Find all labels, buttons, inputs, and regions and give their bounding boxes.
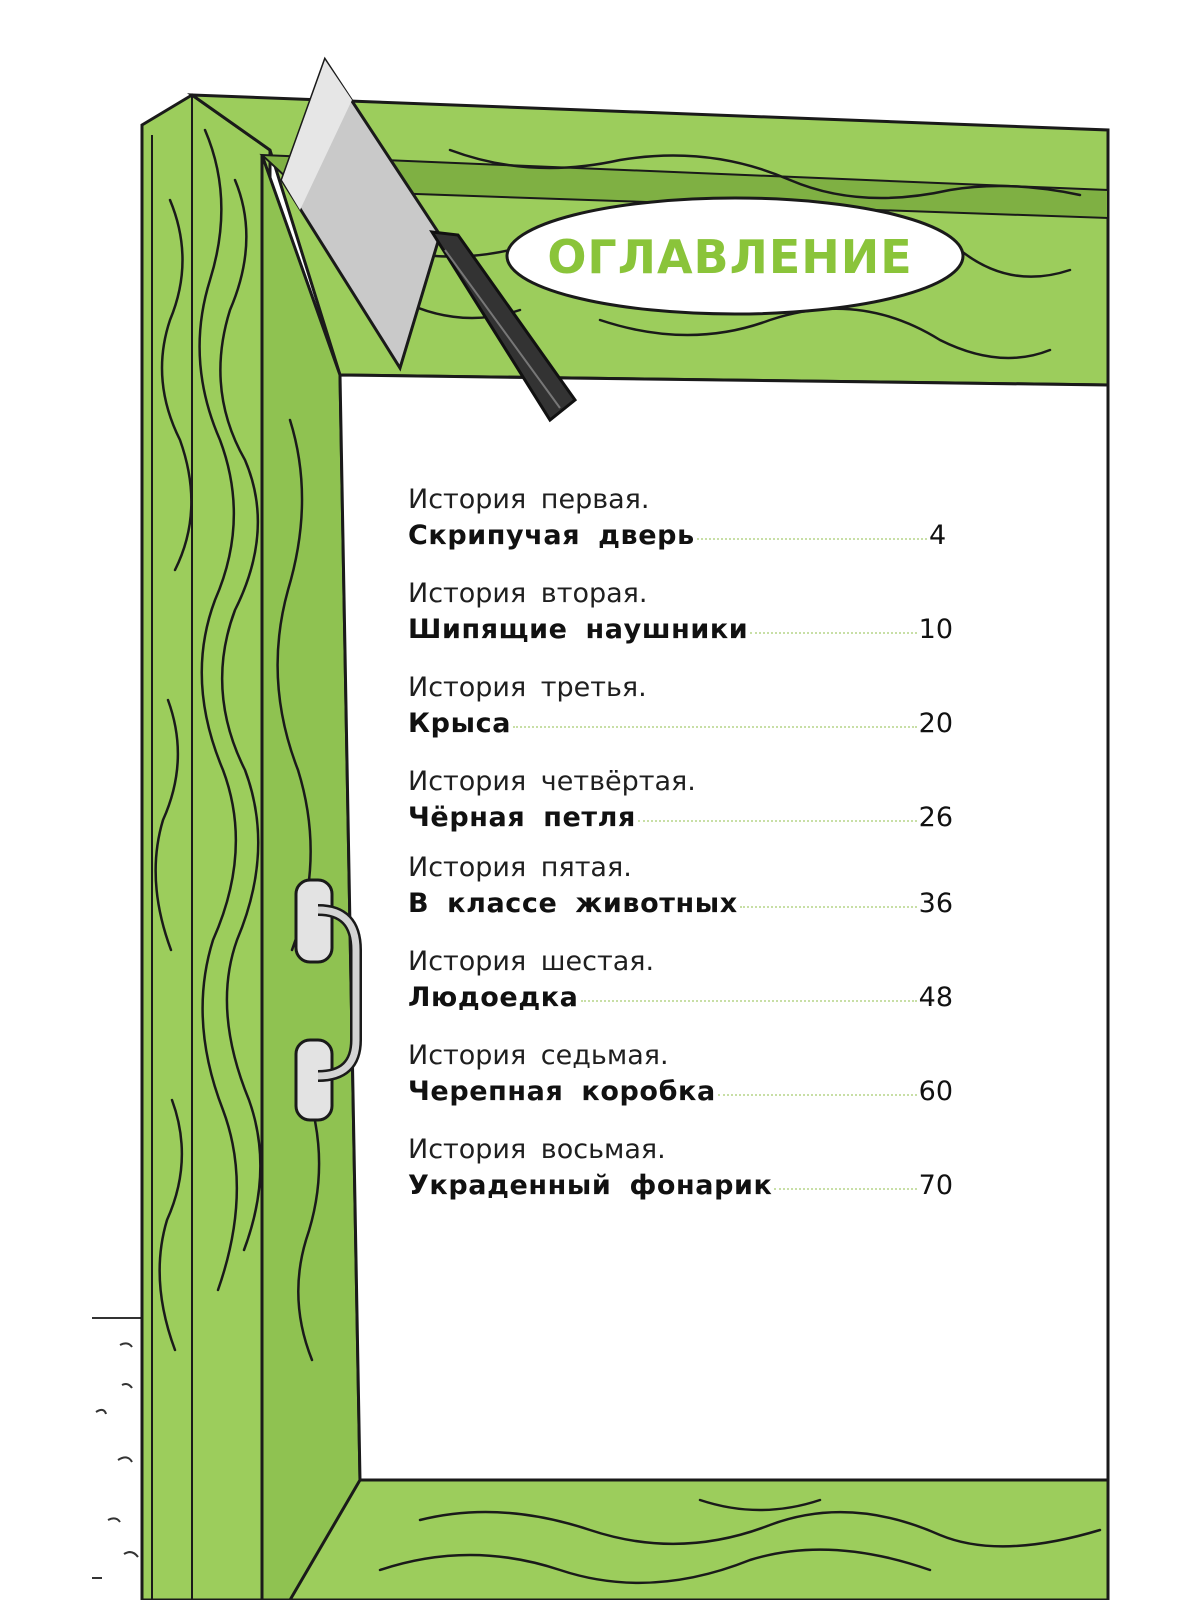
story-number-label: История шестая. <box>408 946 655 977</box>
story-number-label: История третья. <box>408 672 647 703</box>
story-title: Черепная коробка <box>408 1076 716 1107</box>
story-title: Скрипучая дверь <box>408 520 695 551</box>
page-number: 36 <box>918 888 953 919</box>
toc-entry <box>408 944 953 1016</box>
toc-entry <box>408 670 953 742</box>
toc-row[interactable] <box>408 518 953 554</box>
story-title: Украденный фонарик <box>408 1170 773 1201</box>
dot-leader <box>740 906 917 908</box>
story-number-label: История четвёртая. <box>408 766 696 797</box>
toc-row[interactable] <box>408 886 953 922</box>
toc-entry <box>408 850 953 922</box>
dot-leader <box>638 820 917 822</box>
dot-leader <box>718 1094 917 1096</box>
toc-row[interactable] <box>408 980 953 1016</box>
toc-row[interactable] <box>408 1074 953 1110</box>
story-number-label: История пятая. <box>408 852 632 883</box>
page-number: 48 <box>918 982 953 1013</box>
page-number: 60 <box>918 1076 953 1107</box>
page-number: 70 <box>918 1170 953 1201</box>
toc-row[interactable] <box>408 800 953 836</box>
dot-leader <box>697 538 927 540</box>
page-number: 26 <box>918 802 953 833</box>
story-number-label: История седьмая. <box>408 1040 669 1071</box>
page-number: 10 <box>918 614 953 645</box>
story-number-label: История восьмая. <box>408 1134 666 1165</box>
story-title: Чёрная петля <box>408 802 636 833</box>
toc-row[interactable] <box>408 1168 953 1204</box>
toc-entry <box>408 764 953 836</box>
toc-entry <box>408 1132 953 1204</box>
toc-entry <box>408 482 953 554</box>
story-number-label: История первая. <box>408 484 650 515</box>
story-title: В классе животных <box>408 888 738 919</box>
table-of-contents <box>408 482 953 1204</box>
toc-entry <box>408 576 953 648</box>
page-number: 4 <box>929 520 947 551</box>
dot-leader <box>581 1000 917 1002</box>
toc-heading: ОГЛАВЛЕНИЕ <box>547 230 913 284</box>
frame-left-post <box>142 95 270 1600</box>
story-number-label: История вторая. <box>408 578 648 609</box>
toc-row[interactable] <box>408 706 953 742</box>
story-title: Крыса <box>408 708 512 739</box>
story-title: Людоедка <box>408 982 579 1013</box>
frame-bottom-beam <box>270 1480 1108 1600</box>
page-number: 20 <box>918 708 953 739</box>
dot-leader <box>774 1188 916 1190</box>
toc-row[interactable] <box>408 612 953 648</box>
dot-leader <box>513 726 917 728</box>
story-title: Шипящие наушники <box>408 614 749 645</box>
toc-entry <box>408 1038 953 1110</box>
dot-leader <box>750 632 916 634</box>
